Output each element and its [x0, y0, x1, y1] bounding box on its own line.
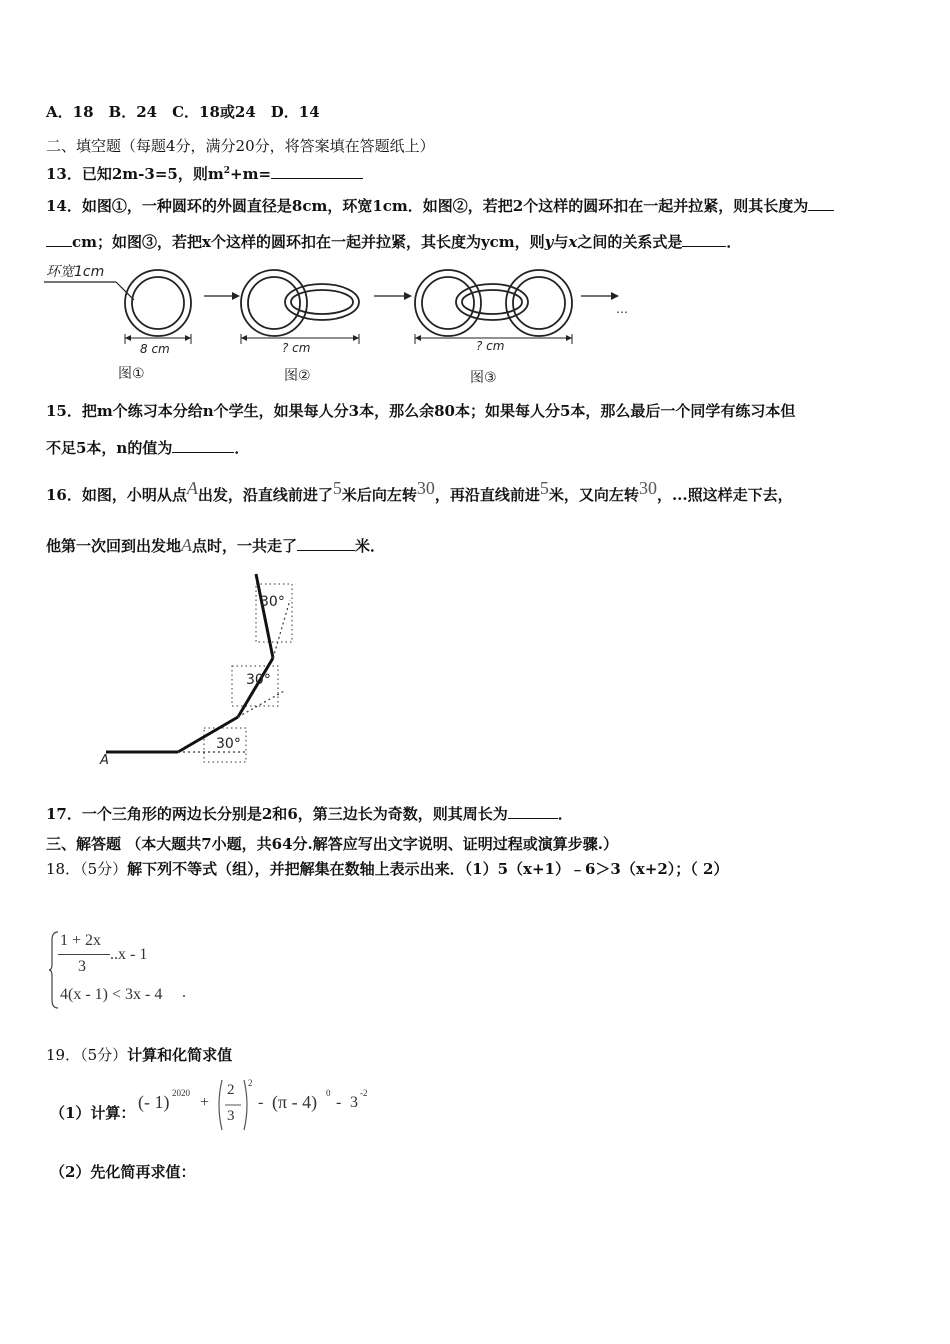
arrow-right-icon	[611, 292, 619, 300]
section3-title: 三、解答题 （本大题共7小题，共64分.解答应写出文字说明、证明过程或演算步骤.）	[46, 835, 618, 853]
arrow-right-icon	[404, 292, 412, 300]
term-pi: (π - 4)	[272, 1092, 318, 1112]
left-brace-icon	[48, 930, 60, 1010]
plus-sign: +	[200, 1094, 210, 1111]
q19-part1-label: （1）计算：	[50, 1104, 136, 1122]
q14-var-y: y	[544, 233, 554, 251]
fig3-dimension: ? cm	[476, 339, 505, 353]
q15-blank[interactable]	[172, 438, 234, 453]
q18-inequality-system	[48, 930, 208, 1010]
q14-var-x: x	[568, 233, 578, 251]
fig1-caption: 图①	[118, 366, 145, 382]
q14-line1	[46, 196, 834, 216]
fig2-dimension: ? cm	[282, 341, 311, 355]
q13-prefix: 13．已知2m-3=5，则m	[46, 165, 224, 183]
angle-label-2: 30°	[246, 672, 271, 688]
figure-16-path	[98, 570, 308, 770]
term-neg-one-exp: 2020	[172, 1088, 190, 1098]
q18-period: .	[182, 984, 186, 1001]
q17-text: 17．一个三角形的两边长分别是2和6，第三边长为奇数，则其周长为	[46, 805, 508, 823]
q14-blank2[interactable]	[682, 232, 726, 247]
q16-t1: 16．如图，小明从点	[46, 486, 187, 504]
fig3-caption: 图③	[470, 370, 497, 386]
q13-suffix: +m=	[230, 165, 272, 183]
q18-numerator: 1 + 2x	[60, 932, 102, 949]
q14-text3: 与	[553, 233, 569, 251]
q15-text: 不足5本，n的值为	[46, 439, 173, 457]
minus-sign-2: -	[336, 1094, 342, 1111]
q15-line2	[46, 438, 249, 458]
q16-blank[interactable]	[297, 536, 355, 551]
q18-denominator: 3	[78, 958, 86, 975]
arrow-right-icon	[232, 292, 240, 300]
fig3-rings	[415, 270, 572, 336]
point-a-label: A	[100, 753, 109, 768]
q16-t4: ，再沿直线前进	[434, 486, 540, 504]
fig1-ring	[125, 270, 191, 336]
q16-t3: 米后向左转	[341, 486, 417, 504]
q19-number: 19．（5分）	[46, 1046, 128, 1064]
q17-blank[interactable]	[508, 804, 558, 819]
ellipsis-text: …	[616, 302, 628, 316]
term-neg-one: (- 1)	[138, 1092, 170, 1112]
q16-t8: 点时，一共走了	[192, 537, 298, 555]
fig1-dimension: 8 cm	[140, 342, 170, 356]
q16-point-a-2: A	[181, 535, 193, 555]
term-three-exp: -2	[360, 1088, 368, 1098]
term-three: 3	[350, 1094, 358, 1111]
fig2-rings	[241, 270, 359, 336]
ring-width-label: 环宽1cm	[46, 264, 105, 280]
q14-text5: ．	[726, 233, 742, 251]
q16-t9: 米．	[355, 537, 386, 555]
section2-title: 二、填空题（每题4分，满分20分，将答案填在答题纸上）	[46, 137, 435, 155]
frac-numerator: 2	[227, 1082, 235, 1098]
q19-text: 计算和化简求值	[127, 1046, 233, 1064]
q19-part1-expression	[138, 1078, 398, 1132]
frac-denominator: 3	[227, 1108, 235, 1124]
q18	[46, 859, 728, 879]
q14-blank1[interactable]	[808, 196, 834, 211]
term-pi-exp: 0	[326, 1088, 331, 1098]
q16-t6: ，...照这样走下去，	[656, 486, 793, 504]
q18-relation1: ..x - 1	[110, 946, 148, 963]
q14-line2	[46, 232, 741, 252]
q13	[46, 161, 363, 184]
q18-number: 18．（5分）	[46, 860, 128, 878]
q16-point-a: A	[186, 478, 198, 498]
q16-thirty-1: 30	[416, 478, 435, 498]
q17	[46, 804, 573, 824]
q19	[46, 1045, 232, 1065]
q14-blank1-cont[interactable]	[46, 232, 72, 247]
minus-sign-1: -	[258, 1094, 264, 1111]
q16-thirty-2: 30	[638, 478, 657, 498]
q12-options: A．18 B．24 C．18或24 D．14	[46, 103, 320, 121]
q16-line2	[46, 535, 385, 556]
q17-end: ．	[557, 805, 573, 823]
q16-t7: 他第一次回到出发地	[46, 537, 182, 555]
q18-text: 解下列不等式（组），并把解集在数轴上表示出来．（1）5（x+1）﹣6＞3（x+2）；（ 2）	[127, 860, 729, 878]
q16-t5: 米，又向左转	[548, 486, 639, 504]
q15-end: ．	[234, 439, 250, 457]
q15-line1: 15．把m个练习本分给n个学生，如果每人分3本，那么余80本；如果每人分5本，那么最后一个同学有练习本但	[46, 402, 796, 420]
q14-text1: 14．如图①，一种圆环的外圆直径是8cm，环宽1cm．如图②，若把2个这样的圆环扣在一起并拉紧，则其长度为	[46, 197, 809, 215]
q14-text4: 之间的关系式是	[577, 233, 683, 251]
q18-line2: 4(x - 1) < 3x - 4	[60, 986, 163, 1003]
figure-14-rings	[44, 258, 644, 388]
frac-exp: 2	[248, 1078, 253, 1088]
angle-label-1: 30°	[216, 736, 241, 752]
q16-t2: 出发，沿直线前进了	[197, 486, 333, 504]
q14-text2: cm；如图③，若把x个这样的圆环扣在一起并拉紧，其长度为ycm，则	[72, 233, 545, 251]
q13-sup: 2	[223, 166, 230, 176]
angle-label-3: 30°	[260, 594, 285, 610]
q16-five-2: 5	[539, 478, 549, 498]
q16-five-1: 5	[332, 478, 342, 498]
fig2-caption: 图②	[284, 368, 311, 384]
q13-answer-blank[interactable]	[271, 164, 363, 179]
q19-part2-label: （2）先化简再求值：	[50, 1163, 196, 1181]
q16-line1	[46, 478, 793, 505]
